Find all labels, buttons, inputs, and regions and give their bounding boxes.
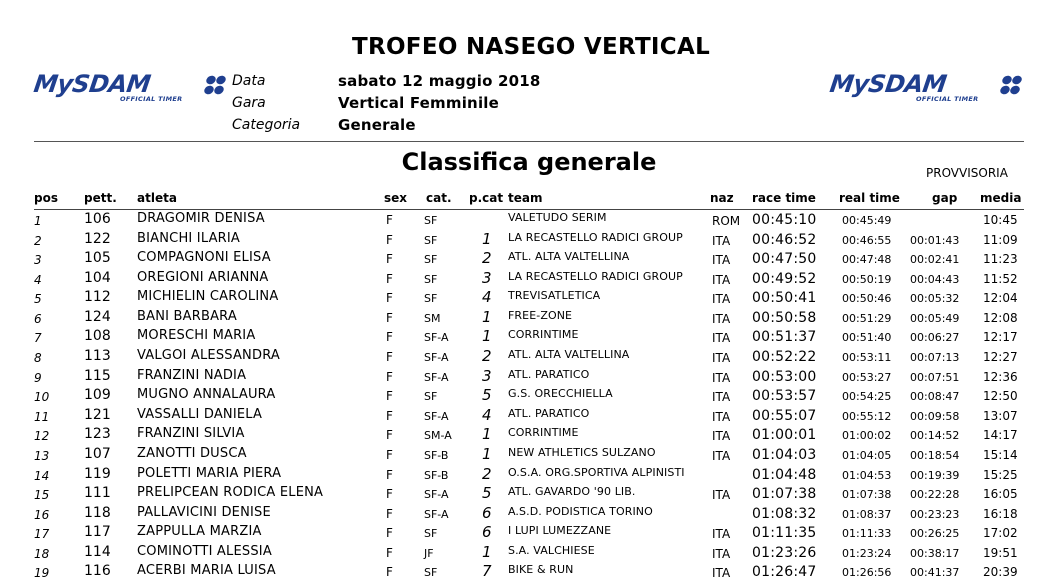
cell-naz: ITA xyxy=(712,390,731,404)
cell-gap: 00:19:39 xyxy=(910,469,960,482)
table-row xyxy=(0,524,1058,544)
cell-naz: ITA xyxy=(712,292,731,306)
header-media: media xyxy=(980,191,1022,205)
cell-gap: 00:38:17 xyxy=(910,547,960,560)
cell-race-time: 01:08:32 xyxy=(752,506,817,522)
cell-gap: 00:02:41 xyxy=(910,253,960,266)
cell-atleta: OREGIONI ARIANNA xyxy=(137,270,269,285)
cell-sex: F xyxy=(386,409,393,423)
cell-pett: 112 xyxy=(84,289,111,305)
cell-gap: 00:06:27 xyxy=(910,331,960,344)
table-row xyxy=(0,368,1058,388)
cell-atleta: ACERBI MARIA LUISA xyxy=(137,563,276,578)
cell-gap: 00:22:28 xyxy=(910,488,960,501)
header-pett: pett. xyxy=(84,191,117,205)
cell-cat: SF-A xyxy=(424,410,449,423)
cell-atleta: BANI BARBARA xyxy=(137,309,237,324)
cell-pcat: 4 xyxy=(482,288,492,306)
cell-pos: 3 xyxy=(34,253,42,267)
cell-sex: F xyxy=(386,507,393,521)
header-atleta: atleta xyxy=(137,191,177,205)
cell-cat: SF-A xyxy=(424,331,449,344)
table-row xyxy=(0,211,1058,231)
cell-gap: 00:07:51 xyxy=(910,371,960,384)
cell-cat: SF-A xyxy=(424,371,449,384)
cell-real-time: 00:47:48 xyxy=(842,253,892,266)
cell-gap: 00:07:13 xyxy=(910,351,960,364)
cell-naz: ITA xyxy=(712,410,731,424)
cell-naz: ITA xyxy=(712,253,731,267)
cell-cat: SF-A xyxy=(424,488,449,501)
cell-media: 19:51 xyxy=(983,546,1018,560)
cell-media: 16:18 xyxy=(983,507,1018,521)
cell-pos: 16 xyxy=(34,508,50,522)
cell-real-time: 00:53:27 xyxy=(842,371,892,384)
cell-gap: 00:14:52 xyxy=(910,429,960,442)
cell-pcat: 1 xyxy=(482,308,492,326)
cell-race-time: 01:04:48 xyxy=(752,467,817,483)
cell-pos: 4 xyxy=(34,273,42,287)
cell-naz: ITA xyxy=(712,234,731,248)
meta-gara-label: Gara xyxy=(232,95,266,111)
cell-media: 11:23 xyxy=(983,252,1018,266)
cell-gap: 00:41:37 xyxy=(910,566,960,579)
cell-atleta: ZAPPULLA MARZIA xyxy=(137,524,262,539)
cell-media: 13:07 xyxy=(983,409,1018,423)
header-pcat: p.cat xyxy=(469,191,504,205)
cell-atleta: PALLAVICINI DENISE xyxy=(137,505,271,520)
page-title: TROFEO NASEGO VERTICAL xyxy=(351,34,711,60)
cell-sex: F xyxy=(386,311,393,325)
cell-pcat: 1 xyxy=(482,445,492,463)
cell-naz: ITA xyxy=(712,351,731,365)
status-label: PROVVISORIA xyxy=(926,166,1008,180)
cell-cat: SF xyxy=(424,253,438,266)
cell-sex: F xyxy=(386,526,393,540)
cell-cat: SM xyxy=(424,312,441,325)
cell-pos: 17 xyxy=(34,527,50,541)
logo-tagline: OFFICIAL TIMER xyxy=(916,95,979,103)
cell-pett: 118 xyxy=(84,505,111,521)
cell-team: NEW ATHLETICS SULZANO xyxy=(508,446,656,459)
section-title: Classifica generale xyxy=(401,148,657,176)
cell-media: 11:09 xyxy=(983,233,1018,247)
cell-atleta: DRAGOMIR DENISA xyxy=(137,211,265,226)
cell-gap: 00:01:43 xyxy=(910,234,960,247)
cell-gap: 00:08:47 xyxy=(910,390,960,403)
header-real-time: real time xyxy=(839,191,900,205)
divider xyxy=(34,141,1024,142)
cell-naz: ITA xyxy=(712,273,731,287)
cell-team: S.A. VALCHIESE xyxy=(508,544,595,557)
cell-cat: SF xyxy=(424,273,438,286)
cell-team: VALETUDO SERIM xyxy=(508,211,607,224)
cell-pett: 123 xyxy=(84,426,111,442)
cell-race-time: 00:45:10 xyxy=(752,212,817,228)
cell-race-time: 01:07:38 xyxy=(752,486,817,502)
cell-cat: SF-B xyxy=(424,449,449,462)
cell-atleta: VASSALLI DANIELA xyxy=(137,407,263,422)
table-row xyxy=(0,544,1058,564)
cell-pett: 109 xyxy=(84,387,111,403)
cell-race-time: 00:53:00 xyxy=(752,369,817,385)
cell-cat: SF xyxy=(424,390,438,403)
table-row xyxy=(0,446,1058,466)
cell-media: 10:45 xyxy=(983,213,1018,227)
cell-atleta: FRANZINI NADIA xyxy=(137,368,247,383)
cell-pcat: 6 xyxy=(482,523,492,541)
cell-cat: SF xyxy=(424,566,438,579)
cell-sex: F xyxy=(386,565,393,579)
cell-pcat: 4 xyxy=(482,406,492,424)
cell-pos: 10 xyxy=(34,390,50,404)
meta-data-value: sabato 12 maggio 2018 xyxy=(338,72,541,90)
cell-real-time: 00:45:49 xyxy=(842,214,892,227)
cell-real-time: 01:04:05 xyxy=(842,449,892,462)
cell-pcat: 5 xyxy=(482,484,492,502)
cell-cat: SF-B xyxy=(424,469,449,482)
meta-gara-value: Vertical Femminile xyxy=(338,94,499,112)
cell-gap: 00:05:32 xyxy=(910,292,960,305)
cell-pcat: 3 xyxy=(482,367,492,385)
cell-race-time: 01:23:26 xyxy=(752,545,817,561)
table-row xyxy=(0,426,1058,446)
cell-race-time: 01:26:47 xyxy=(752,564,817,580)
cell-media: 11:52 xyxy=(983,272,1018,286)
cell-pett: 106 xyxy=(84,211,111,227)
cell-race-time: 00:52:22 xyxy=(752,349,817,365)
cell-pcat: 1 xyxy=(482,230,492,248)
cell-cat: SF-A xyxy=(424,508,449,521)
logo-tagline: OFFICIAL TIMER xyxy=(120,95,183,103)
cell-real-time: 01:04:53 xyxy=(842,469,892,482)
cell-real-time: 01:00:02 xyxy=(842,429,892,442)
cell-pett: 116 xyxy=(84,563,111,579)
cell-pos: 12 xyxy=(34,429,50,443)
cell-atleta: COMPAGNONI ELISA xyxy=(137,250,271,265)
cell-naz: ITA xyxy=(712,547,731,561)
cell-atleta: POLETTI MARIA PIERA xyxy=(137,466,282,481)
cell-cat: SF xyxy=(424,292,438,305)
cell-race-time: 00:51:37 xyxy=(752,329,817,345)
cell-pos: 2 xyxy=(34,234,42,248)
table-row xyxy=(0,309,1058,329)
cell-gap: 00:26:25 xyxy=(910,527,960,540)
meta-categoria-value: Generale xyxy=(338,116,416,134)
cell-race-time: 00:50:41 xyxy=(752,290,817,306)
cell-gap: 00:23:23 xyxy=(910,508,960,521)
cell-atleta: BIANCHI ILARIA xyxy=(137,231,241,246)
cell-team: LA RECASTELLO RADICI GROUP xyxy=(508,231,683,244)
meta-categoria-label: Categoria xyxy=(232,117,301,133)
logo-mark-icon xyxy=(998,73,1024,97)
cell-pos: 13 xyxy=(34,449,50,463)
cell-atleta: MICHIELIN CAROLINA xyxy=(137,289,279,304)
cell-media: 20:39 xyxy=(983,565,1018,579)
cell-real-time: 00:46:55 xyxy=(842,234,892,247)
cell-race-time: 01:11:35 xyxy=(752,525,817,541)
cell-pos: 15 xyxy=(34,488,50,502)
table-row xyxy=(0,485,1058,505)
table-row xyxy=(0,348,1058,368)
cell-pcat: 1 xyxy=(482,543,492,561)
cell-team: G.S. ORECCHIELLA xyxy=(508,387,613,400)
cell-media: 12:36 xyxy=(983,370,1018,384)
cell-pcat: 1 xyxy=(482,327,492,345)
cell-naz: ITA xyxy=(712,566,731,580)
cell-pett: 107 xyxy=(84,446,111,462)
cell-naz: ITA xyxy=(712,371,731,385)
mysdam-logo-left xyxy=(34,70,230,104)
table-row xyxy=(0,270,1058,290)
cell-media: 15:25 xyxy=(983,468,1018,482)
cell-team: TREVISATLETICA xyxy=(508,289,601,302)
table-row xyxy=(0,466,1058,486)
cell-sex: F xyxy=(386,272,393,286)
cell-naz: ROM xyxy=(712,214,741,228)
cell-media: 15:14 xyxy=(983,448,1018,462)
cell-atleta: ZANOTTI DUSCA xyxy=(137,446,247,461)
cell-real-time: 01:08:37 xyxy=(842,508,892,521)
cell-media: 14:17 xyxy=(983,428,1018,442)
cell-team: ATL. PARATICO xyxy=(508,407,590,420)
cell-race-time: 01:00:01 xyxy=(752,427,817,443)
cell-sex: F xyxy=(386,389,393,403)
cell-sex: F xyxy=(386,370,393,384)
cell-pcat: 2 xyxy=(482,465,492,483)
cell-gap: 00:05:49 xyxy=(910,312,960,325)
logo-wordmark: MySDAM xyxy=(828,70,949,98)
table-row xyxy=(0,407,1058,427)
cell-naz: ITA xyxy=(712,429,731,443)
cell-pett: 117 xyxy=(84,524,111,540)
table-row xyxy=(0,250,1058,270)
mysdam-logo-right xyxy=(830,70,1026,104)
cell-sex: F xyxy=(386,428,393,442)
cell-team: CORRINTIME xyxy=(508,328,579,341)
cell-sex: F xyxy=(386,487,393,501)
cell-team: BIKE & RUN xyxy=(508,563,574,576)
cell-team: FREE-ZONE xyxy=(508,309,573,322)
cell-pcat: 5 xyxy=(482,386,492,404)
cell-race-time: 00:46:52 xyxy=(752,232,817,248)
cell-real-time: 00:53:11 xyxy=(842,351,892,364)
cell-sex: F xyxy=(386,213,393,227)
cell-pett: 114 xyxy=(84,544,111,560)
cell-team: I LUPI LUMEZZANE xyxy=(508,524,612,537)
cell-real-time: 01:07:38 xyxy=(842,488,892,501)
cell-naz: ITA xyxy=(712,488,731,502)
cell-sex: F xyxy=(386,330,393,344)
header-divider xyxy=(34,209,1024,210)
cell-team: LA RECASTELLO RADICI GROUP xyxy=(508,270,683,283)
cell-real-time: 00:50:19 xyxy=(842,273,892,286)
cell-sex: F xyxy=(386,291,393,305)
table-row xyxy=(0,289,1058,309)
cell-cat: SF xyxy=(424,527,438,540)
cell-pcat: 3 xyxy=(482,269,492,287)
cell-real-time: 00:51:29 xyxy=(842,312,892,325)
header-cat: cat. xyxy=(426,191,452,205)
cell-cat: SF-A xyxy=(424,351,449,364)
cell-team: ATL. ALTA VALTELLINA xyxy=(508,348,630,361)
cell-pos: 14 xyxy=(34,469,50,483)
cell-gap: 00:04:43 xyxy=(910,273,960,286)
cell-naz: ITA xyxy=(712,449,731,463)
header-gap: gap xyxy=(932,191,958,205)
cell-pos: 19 xyxy=(34,566,50,580)
cell-pos: 11 xyxy=(34,410,50,424)
cell-pcat: 2 xyxy=(482,347,492,365)
cell-pett: 104 xyxy=(84,270,111,286)
cell-atleta: VALGOI ALESSANDRA xyxy=(137,348,280,363)
cell-pett: 119 xyxy=(84,466,111,482)
cell-media: 12:50 xyxy=(983,389,1018,403)
cell-race-time: 00:50:58 xyxy=(752,310,817,326)
cell-atleta: COMINOTTI ALESSIA xyxy=(137,544,272,559)
cell-pos: 1 xyxy=(34,214,42,228)
cell-naz: ITA xyxy=(712,312,731,326)
cell-pos: 18 xyxy=(34,547,50,561)
cell-sex: F xyxy=(386,448,393,462)
cell-pett: 105 xyxy=(84,250,111,266)
cell-pcat: 6 xyxy=(482,504,492,522)
cell-media: 12:08 xyxy=(983,311,1018,325)
cell-real-time: 00:54:25 xyxy=(842,390,892,403)
cell-pett: 113 xyxy=(84,348,111,364)
cell-pos: 7 xyxy=(34,331,42,345)
logo-wordmark: MySDAM xyxy=(32,70,153,98)
cell-real-time: 01:11:33 xyxy=(842,527,892,540)
cell-pett: 122 xyxy=(84,231,111,247)
cell-media: 12:17 xyxy=(983,330,1018,344)
header-sex: sex xyxy=(384,191,408,205)
cell-atleta: PRELIPCEAN RODICA ELENA xyxy=(137,485,324,500)
cell-team: A.S.D. PODISTICA TORINO xyxy=(508,505,653,518)
cell-real-time: 00:51:40 xyxy=(842,331,892,344)
cell-team: ATL. PARATICO xyxy=(508,368,590,381)
cell-cat: JF xyxy=(424,547,434,560)
cell-pett: 108 xyxy=(84,328,111,344)
cell-media: 12:27 xyxy=(983,350,1018,364)
header-race-time: race time xyxy=(752,191,816,205)
cell-pos: 5 xyxy=(34,292,42,306)
cell-cat: SF xyxy=(424,234,438,247)
cell-atleta: MORESCHI MARIA xyxy=(137,328,256,343)
cell-race-time: 01:04:03 xyxy=(752,447,817,463)
cell-race-time: 00:55:07 xyxy=(752,408,817,424)
cell-naz: ITA xyxy=(712,331,731,345)
cell-team: ATL. GAVARDO '90 LIB. xyxy=(508,485,636,498)
cell-real-time: 00:50:46 xyxy=(842,292,892,305)
cell-real-time: 01:23:24 xyxy=(842,547,892,560)
cell-pos: 6 xyxy=(34,312,42,326)
logo-mark-icon xyxy=(202,73,228,97)
cell-cat: SF xyxy=(424,214,438,227)
cell-pos: 8 xyxy=(34,351,42,365)
cell-atleta: FRANZINI SILVIA xyxy=(137,426,245,441)
cell-team: O.S.A. ORG.SPORTIVA ALPINISTI xyxy=(508,466,685,479)
cell-sex: F xyxy=(386,252,393,266)
cell-pos: 9 xyxy=(34,371,42,385)
header-naz: naz xyxy=(710,191,734,205)
cell-media: 16:05 xyxy=(983,487,1018,501)
header-pos: pos xyxy=(34,191,58,205)
cell-sex: F xyxy=(386,468,393,482)
cell-sex: F xyxy=(386,546,393,560)
cell-pcat: 2 xyxy=(482,249,492,267)
cell-team: CORRINTIME xyxy=(508,426,579,439)
cell-gap: 00:09:58 xyxy=(910,410,960,423)
header-team: team xyxy=(508,191,543,205)
cell-race-time: 00:47:50 xyxy=(752,251,817,267)
cell-real-time: 00:55:12 xyxy=(842,410,892,423)
cell-race-time: 00:49:52 xyxy=(752,271,817,287)
cell-sex: F xyxy=(386,233,393,247)
cell-real-time: 01:26:56 xyxy=(842,566,892,579)
cell-cat: SM-A xyxy=(424,429,452,442)
cell-media: 12:04 xyxy=(983,291,1018,305)
table-row xyxy=(0,387,1058,407)
table-row xyxy=(0,328,1058,348)
cell-pett: 121 xyxy=(84,407,111,423)
cell-pett: 111 xyxy=(84,485,111,501)
table-row xyxy=(0,231,1058,251)
cell-race-time: 00:53:57 xyxy=(752,388,817,404)
cell-pett: 115 xyxy=(84,368,111,384)
cell-team: ATL. ALTA VALTELLINA xyxy=(508,250,630,263)
cell-media: 17:02 xyxy=(983,526,1018,540)
cell-pcat: 1 xyxy=(482,425,492,443)
cell-sex: F xyxy=(386,350,393,364)
table-row xyxy=(0,505,1058,525)
cell-pcat: 7 xyxy=(482,562,492,580)
cell-naz: ITA xyxy=(712,527,731,541)
cell-gap: 00:18:54 xyxy=(910,449,960,462)
cell-atleta: MUGNO ANNALAURA xyxy=(137,387,276,402)
meta-data-label: Data xyxy=(232,73,266,89)
cell-pett: 124 xyxy=(84,309,111,325)
